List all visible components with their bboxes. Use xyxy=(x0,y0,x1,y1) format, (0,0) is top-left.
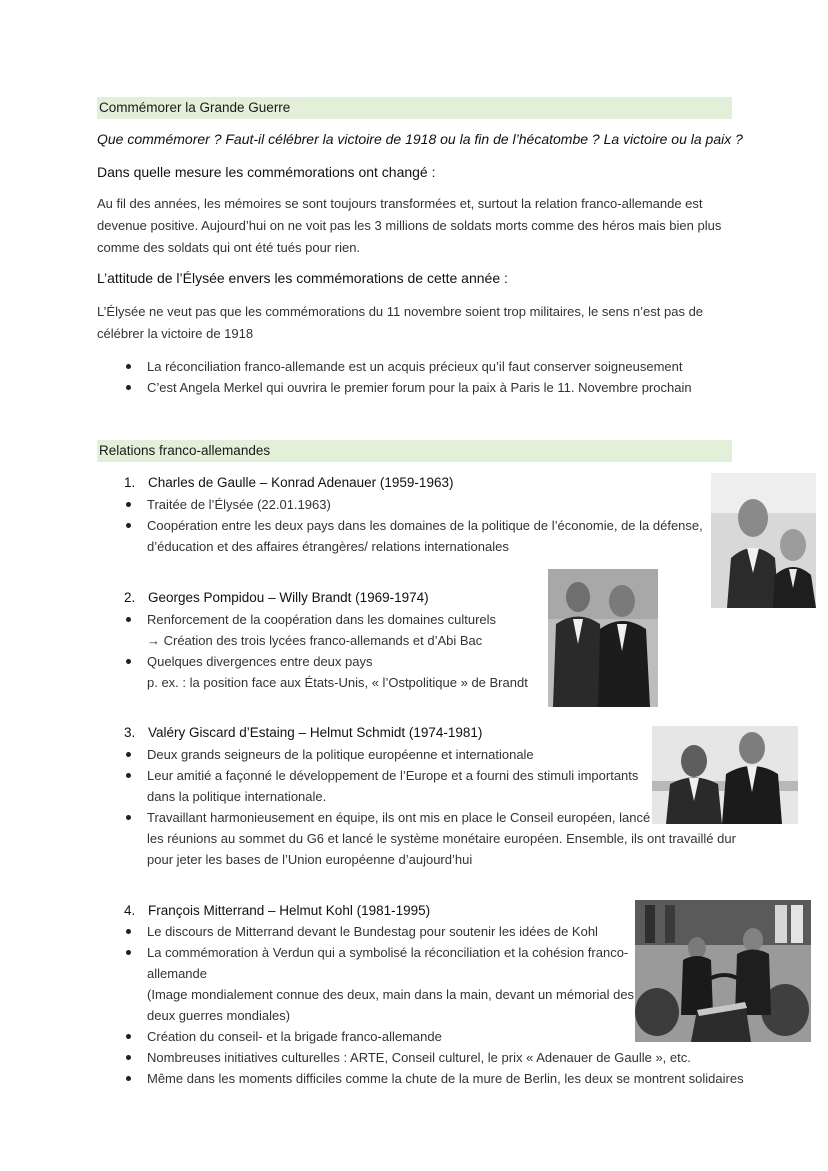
paragraph-line: Au fil des années, les mémoires se sont toujours transformées et, surtout la relation franco-allemande est xyxy=(97,196,703,211)
list-item-text: Le discours de Mitterrand devant le Bundestag pour soutenir les idées de Kohl xyxy=(147,924,598,939)
list-item-text: Création du conseil- et la brigade franco-allemande xyxy=(147,1029,442,1044)
list-item-text: deux guerres mondiales) xyxy=(147,1008,291,1023)
list-item-text: allemande xyxy=(147,966,207,981)
list-item-text: Même dans les moments difficiles comme la chute de la mure de Berlin, les deux se montrent solidaires xyxy=(147,1071,744,1086)
list-item: C’est Angela Merkel qui ouvrira le premier forum pour la paix à Paris le 11. Novembre prochain xyxy=(124,377,692,398)
section-header-commemorer: Commémorer la Grande Guerre xyxy=(97,97,732,119)
paragraph-memories xyxy=(97,193,721,259)
paragraph-line: L’Élysée ne veut pas que les commémorations du 11 novembre soient trop militaires, le sens n’est pas de xyxy=(97,304,704,319)
list-item xyxy=(124,744,736,765)
list-item-text: les réunions au sommet du G6 et lancé le système monétaire européen. Ensemble, ils ont travaillé dur xyxy=(147,831,736,846)
leader-number: 3. xyxy=(124,725,136,740)
leader-number: 4. xyxy=(124,903,136,918)
list-item xyxy=(124,515,703,557)
list-item xyxy=(124,494,703,515)
list-item xyxy=(124,651,528,693)
leader-title-4 xyxy=(124,903,430,918)
paragraph-elysee xyxy=(97,301,703,345)
list-item-text: La commémoration à Verdun qui a symbolisé la réconciliation et la cohésion franco- xyxy=(147,945,629,960)
photo-giscard-schmidt xyxy=(652,726,798,824)
leader-3-bullets xyxy=(124,744,736,870)
list-item-text: p. ex. : la position face aux États-Unis, « l’Ostpolitique » de Brandt xyxy=(147,675,528,690)
list-item-text: Coopération entre les deux pays dans les domaines de la politique de l’économie, de la défense, xyxy=(147,518,703,533)
list-item-text: d’éducation et des affaires étrangères/ relations internationales xyxy=(147,539,509,554)
list-item-text: Quelques divergences entre deux pays xyxy=(147,654,373,669)
leader-1-bullets xyxy=(124,494,703,557)
leader-title-2 xyxy=(124,590,429,605)
photo-pompidou-brandt xyxy=(548,569,658,707)
main-question: Que commémorer ? Faut-il célébrer la victoire de 1918 ou la fin de l’hécatombe ? La victoire ou la paix ? xyxy=(97,131,743,147)
list-item-text: (Image mondialement connue des deux, main dans la main, devant un mémorial des xyxy=(147,987,635,1002)
leader-number: 1. xyxy=(124,475,136,490)
list-item-text: pour jeter les bases de l’Union européenne d’aujourd’hui xyxy=(147,852,473,867)
paragraph-line: devenue positive. Aujourd’hui on ne voit pas les 3 millions de soldats morts comme des héros mais bien plus xyxy=(97,218,722,233)
leader-name: François Mitterrand – Helmut Kohl (1981-1995) xyxy=(148,903,431,918)
leader-title-3 xyxy=(124,725,482,740)
paragraph-line: célébrer la victoire de 1918 xyxy=(97,326,254,341)
leader-name: Valéry Giscard d’Estaing – Helmut Schmidt (1974-1981) xyxy=(148,725,483,740)
list-item xyxy=(124,807,736,870)
leader-title-1 xyxy=(124,475,453,490)
list-item: La réconciliation franco-allemande est un acquis précieux qu’il faut conserver soigneusement xyxy=(124,356,692,377)
list-item-text: Nombreuses initiatives culturelles : ARTE, Conseil culturel, le prix « Adenauer de Gaulle », etc. xyxy=(147,1050,691,1065)
photo-mitterrand-kohl xyxy=(635,900,811,1042)
subheading-elysee: L’attitude de l’Élysée envers les commémorations de cette année : xyxy=(97,270,508,286)
list-item-text: Renforcement de la coopération dans les domaines culturels xyxy=(147,612,497,627)
list-item-text: Traitée de l’Élysée (22.01.1963) xyxy=(147,497,331,512)
photo-degaulle-adenauer xyxy=(711,473,816,608)
elysee-bullet-list xyxy=(124,356,692,398)
list-item xyxy=(124,1047,744,1068)
leader-name: Georges Pompidou – Willy Brandt (1969-1974) xyxy=(148,590,429,605)
list-item-text: Leur amitié a façonné le développement de l’Europe et a fourni des stimuli importants xyxy=(147,768,639,783)
list-item-text: Travaillant harmonieusement en équipe, ils ont mis en place le Conseil européen, lancé xyxy=(147,810,651,825)
leader-number: 2. xyxy=(124,590,136,605)
paragraph-line: comme des soldats qui ont été tués pour rien. xyxy=(97,240,361,255)
list-item-text: Deux grands seigneurs de la politique européenne et internationale xyxy=(147,747,534,762)
list-item-text: dans la politique internationale. xyxy=(147,789,327,804)
section-header-relations: Relations franco-allemandes xyxy=(97,440,732,462)
list-item xyxy=(124,1068,744,1089)
list-item-text: → Création des trois lycées franco-allemands et d’Abi Bac xyxy=(147,633,483,648)
list-item xyxy=(124,765,736,807)
leader-2-bullets xyxy=(124,609,528,693)
list-item xyxy=(124,609,528,651)
leader-name: Charles de Gaulle – Konrad Adenauer (1959-1963) xyxy=(148,475,454,490)
subheading-changes: Dans quelle mesure les commémorations ont changé : xyxy=(97,164,436,180)
